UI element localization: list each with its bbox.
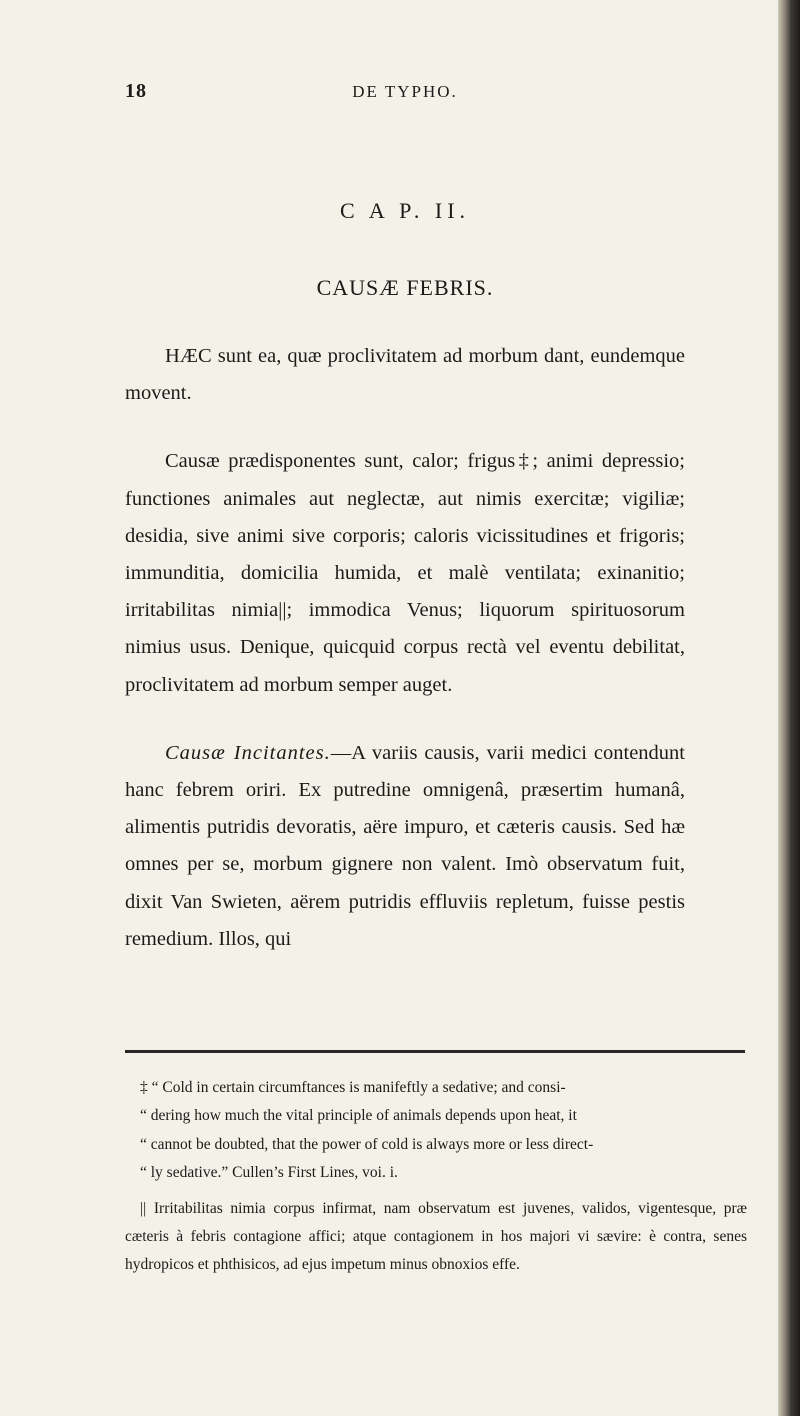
paragraph-intro: HÆC sunt ea, quæ proclivitatem ad morbum dant, eundemque movent.	[125, 345, 685, 405]
page-header	[125, 80, 685, 110]
body-text	[125, 338, 685, 989]
footnote-cold-line: ‡ “ Cold in certain circumftances is manifeftly a sedative; and consi-	[140, 1079, 566, 1096]
running-head: DE TYPHO.	[352, 82, 458, 101]
chapter-title: CAUSÆ FEBRIS.	[316, 275, 494, 300]
footnote-cold-line: “ ly sedative.” Cullen’s First Lines, voi. i.	[140, 1164, 398, 1182]
footnote-rule	[125, 1050, 745, 1053]
footnote-cold-line: “ dering how much the vital principle of animals depends upon heat, it	[140, 1107, 577, 1125]
paragraph-predisposing-causes: Causæ prædisponentes sunt, calor; frigus‡; animi depressio; functiones animales aut neglectæ, aut nimis exercitæ; vigiliæ; desidia, sive animi sive corporis; caloris vicissitudines et frigoris; immunditia, domicilia humida, et malè ventilata; exinanitio; irritabilitas nimia||; immodica Venus; liquorum spirituosorum nimius usus. Denique, quicquid corpus rectà vel eventu debilitat, proclivitatem ad morbum semper auget.	[125, 450, 685, 696]
page-number: 18	[125, 80, 147, 102]
footnote-irritabilitas: || Irritabilitas nimia corpus infirmat, nam observatum est juvenes, validos, vigentesque, præ cæteris à febris contagione affici; atque contagionem in hos majori vi sævire: è contra, senes hydropicos et phthisicos, ad ejus impetum minus obnoxios effe.	[125, 1199, 747, 1274]
binding-edge	[778, 0, 800, 1416]
exciting-causes-text: —A variis causis, varii medici contendunt hanc febrem oriri. Ex putredine omnigenâ, præsertim humanâ, alimentis putridis devoratis, aëre impuro, et cæteris causis. Sed hæ omnes per se, morbum gignere non valent. Imò observatum fuit, dixit Van Swieten, aërem putridis effluviis repletum, fuisse pestis remedium. Illos, qui	[125, 741, 685, 950]
exciting-causes-lead: Causæ Incitantes.	[165, 741, 331, 764]
footnote-cold	[125, 1074, 747, 1188]
chapter-heading: C A P. II.	[339, 198, 471, 223]
paragraph-exciting-causes	[125, 735, 685, 958]
footnote-cold-line: “ cannot be doubted, that the power of cold is always more or less direct-	[140, 1135, 594, 1153]
footnotes	[125, 1074, 747, 1287]
